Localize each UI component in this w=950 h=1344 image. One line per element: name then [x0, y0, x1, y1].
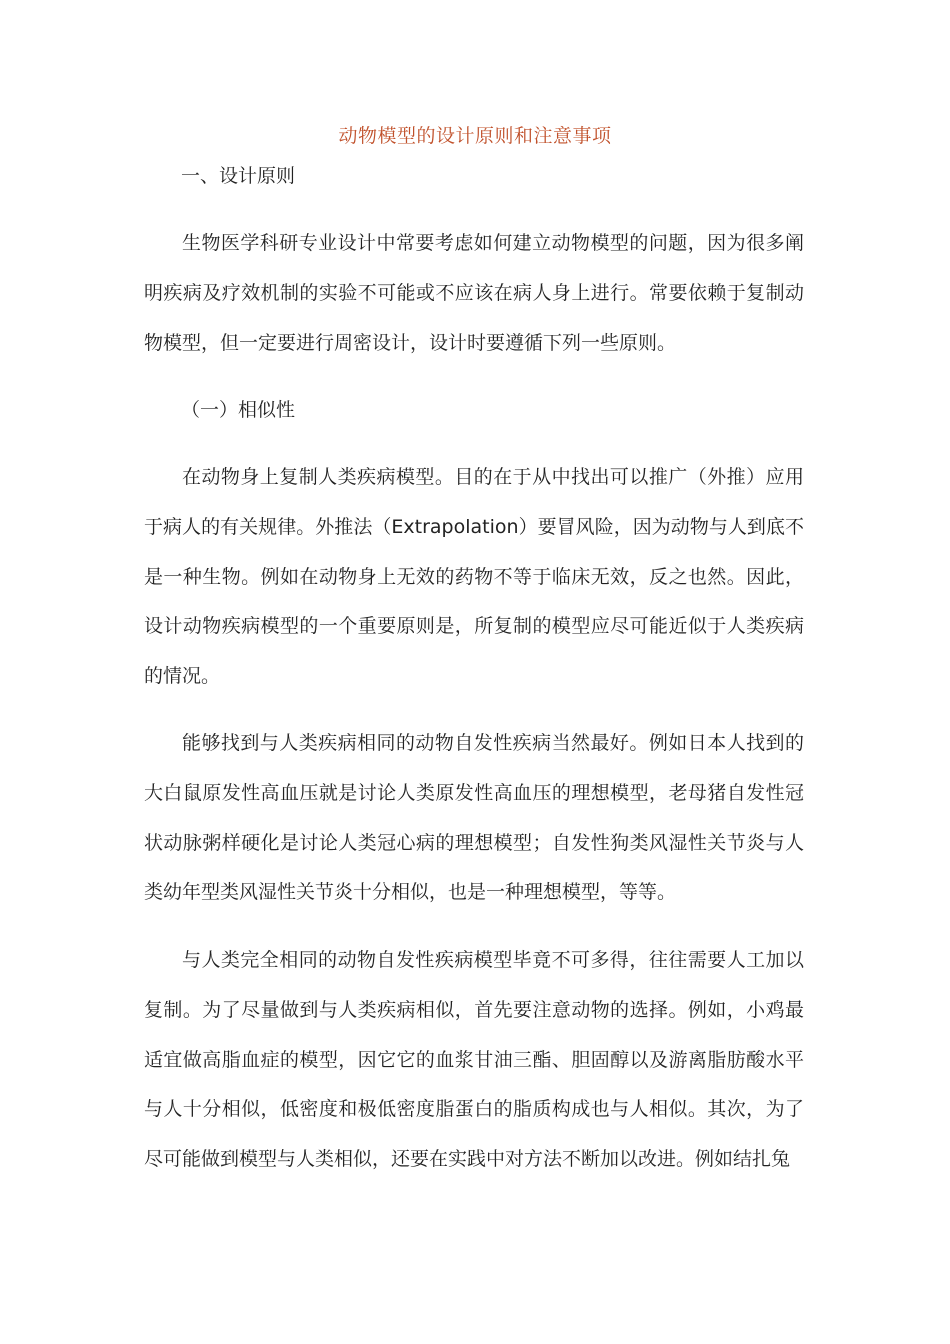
- paragraph-similarity: 在动物身上复制人类疾病模型。目的在于从中找出可以推广（外推）应用于病人的有关规律。外推法（Extrapolation）要冒风险，因为动物与人到底不是一种生物。例如在动物身上无效的药物不等于临床无效，反之也然。因此，设计动物疾病模型的一个重要原则是，所复制的模型应尽可能近似于人类疾病的情况。: [144, 466, 804, 688]
- paragraph-intro: 生物医学科研专业设计中常要考虑如何建立动物模型的问题，因为很多阐明疾病及疗效机制的实验不可能或不应该在病人身上进行。常要依赖于复制动物模型，但一定要进行周密设计，设计时要遵循下列一些原则。: [144, 232, 804, 354]
- paragraph-spontaneous-disease: 能够找到与人类疾病相同的动物自发性疾病当然最好。例如日本人找到的大白鼠原发性高血压就是讨论人类原发性高血压的理想模型，老母猪自发性冠状动脉粥样硬化是讨论人类冠心病的理想模型；自发性狗类风湿性关节炎与人类幼年型类风湿性关节炎十分相似，也是一种理想模型，等等。: [144, 732, 804, 904]
- paragraph-artificial-replication: 与人类完全相同的动物自发性疾病模型毕竟不可多得，往往需要人工加以复制。为了尽量做到与人类疾病相似，首先要注意动物的选择。例如，小鸡最适宜做高脂血症的模型，因它它的血浆甘油三酯、胆固醇以及游离脂肪酸水平与人十分相似，低密度和极低密度脂蛋白的脂质构成也与人相似。其次，为了尽可能做到模型与人类相似，还要在实践中对方法不断加以改进。例如结扎兔: [144, 949, 804, 1171]
- section-heading-design-principles: 一、设计原则: [181, 165, 296, 187]
- document-title: 动物模型的设计原则和注意事项: [338, 125, 612, 147]
- subsection-heading-similarity: （一）相似性: [181, 399, 296, 421]
